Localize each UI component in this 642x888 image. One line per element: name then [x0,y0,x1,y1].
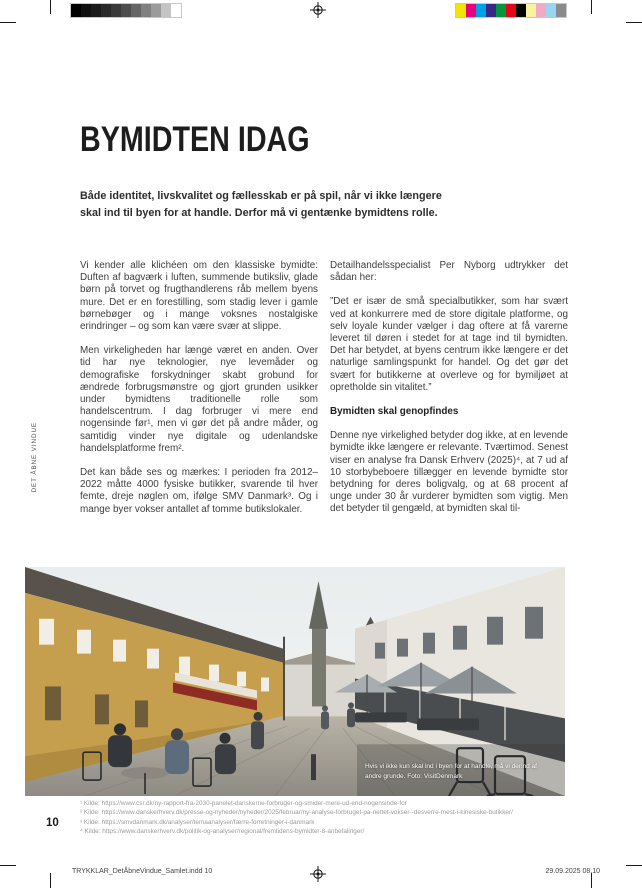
color-swatch [476,4,486,17]
crop-mark [591,0,592,14]
gray-swatch [81,4,91,17]
crop-mark [591,873,592,888]
color-swatch [546,4,556,17]
color-swatch [516,4,526,17]
body-columns [80,260,568,528]
color-swatch [556,4,566,17]
body-paragraph: Men virkeligheden har længe været en anden. Over tid har nye teknologier, nye levemåder og demografiske forskydninger skabt grobund for ændrede forbrugsmønstre og gjort grunden usikker under bymidtens traditionelle rolle som handelscentrum. I dag forbruger vi mere end nogensinde før¹, men vi gør det på andre måder, og samtidig vinder nye digitale og udenlandske handelsplatforme frem². [80,345,318,454]
gray-swatch [171,4,181,17]
margin-section-label: DET ÅBNE VINDUE [31,422,38,493]
cmyk-calibration-bar [455,3,567,18]
pull-quote: ”Det er især de små specialbutikker, som har svært ved at konkurrere med de store digitale platforme, og selv loyale kunder vælger i dag oftere at få varerne leveret til døren i stedet for at tage ind til bymidten. Det har betydet, at byens centrum ikke længere er det naturlige samlingspunkt for handel. Og det gør det svært for butikkerne at overleve og for bymiljøet at opretholde sin vitalitet.” [330,296,568,393]
body-paragraph: Denne nye virkelighed betyder dog ikke, at en levende bymidte ikke længere er relevante. Tværtimod. Senest viser en analyse fra Dansk Erhverv (2025)⁴, at 7 ud af 10 storbybeboere tillægger en levende bymidte stor betydning for deres boligvalg, og at 68 procent af unge under 30 år vurderer bymidten som vigtig. Men det betyder til gengæld, at bymidten skal til- [330,430,568,515]
photo-caption: Hvis vi ikke kun skal ind i byen for at handle, må vi derind af andre grunde. Foto: VisitDenmark [365,762,537,780]
registration-mark-icon [310,866,326,882]
body-paragraph: Det kan både ses og mærkes: I perioden fra 2012–2022 måtte 4000 fysiske butikker, svarende til hver femte, dreje nøglen om, ifølge SMV Danmark³. Og i mange byer vokser antallet af tomme butikslokaler. [80,467,318,515]
color-swatch [506,4,516,17]
gray-swatch [91,4,101,17]
right-column [330,260,568,528]
gray-swatch [121,4,131,17]
footnote: ¹ Kilde: https://www.csr.dk/ny-rapport-fra-2030-panelet-danskerne-forbruger-og-smider-mere-ud-end-nogensinde-for [80,800,407,807]
gray-swatch [131,4,141,17]
gray-swatch [141,4,151,17]
crop-mark [0,22,16,23]
left-column [80,260,318,528]
footnote: ⁴ Kilde: https://www.danskerhverv.dk/politik-og-analyser/regional/fremtidens-bymidter-8-anbefalinger/ [80,828,365,836]
street-photo [25,567,565,796]
color-swatch [466,4,476,17]
page-number: 10 [46,817,59,829]
color-swatch [456,4,466,17]
color-swatch [536,4,546,17]
color-swatch [496,4,506,17]
crop-mark [50,873,51,888]
document-slug: TRYKKLAR_DetÅbneVindue_Samlet.indd 10 [72,868,213,875]
section-subhead: Bymidten skal genopfindes [330,406,459,418]
gray-swatch [161,4,171,17]
color-swatch [486,4,496,17]
body-paragraph: Detailhandelsspecialist Per Nyborg udtrykker det sådan her: [330,260,568,284]
gray-swatch [101,4,111,17]
footnote: ² Kilde: https://www.danskerhverv.dk/presse-og-nyheder/nyheder/2025/februar/ny-analyse-forbruget-pa-nettet-vokser--desverre-mest-i-kinesiske-butikker/ [80,809,513,817]
timestamp-slug: 29.09.2025 08.10 [545,868,600,875]
gray-swatch [71,4,81,17]
grayscale-calibration-bar [70,3,182,18]
body-paragraph: Vi kender alle klichéen om den klassiske bymidte: Duften af bagværk i luften, summende butiksliv, glade børn på torvet og frugthandlerens råb mellem byens mure. Det er en forestilling, som stadig lever i gamle børnebøger og i mange voksnes nostalgiske erindringer – og som kan være svær at slippe. [80,260,318,333]
gray-swatch [111,4,121,17]
footnotes [80,799,560,837]
registration-mark-icon [310,2,326,18]
crop-mark [626,865,642,866]
gray-swatch [151,4,161,17]
crop-mark [0,865,16,866]
page-title: BYMIDTEN IDAG [80,120,310,159]
crop-mark [626,22,642,23]
footnote: ³ Kilde: https://smvdanmark.dk/analyser/temaanalyser/færre-forretninger-i-danmark [80,818,315,826]
color-swatch [526,4,536,17]
crop-mark [50,0,51,14]
standfirst: Både identitet, livskvalitet og fællesskab er på spil, når vi ikke længere skal ind til byen for at handle. Derfor må vi gentænke bymidtens rolle. [80,190,442,219]
